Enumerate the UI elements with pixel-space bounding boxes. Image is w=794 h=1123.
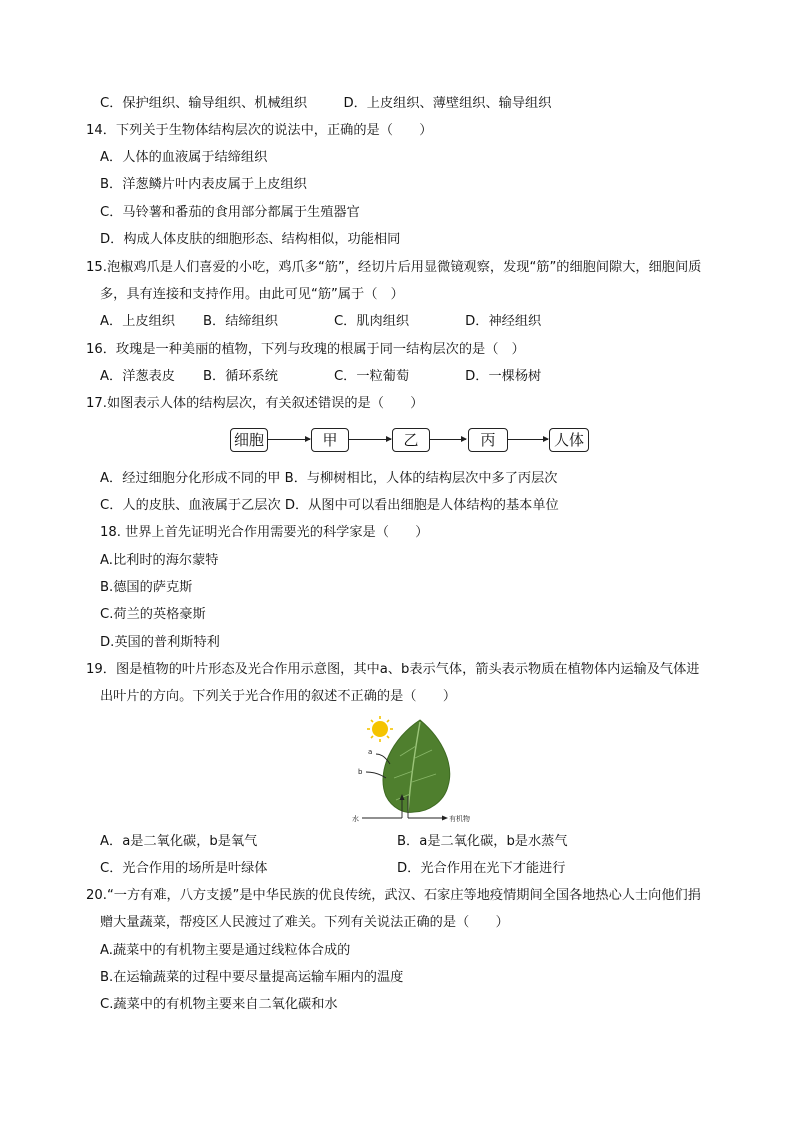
q16-options	[100, 368, 541, 386]
question-20-line1: 20.“一方有难，八方支援”是中华民族的优良传统，武汉、石家庄等地疫情期间全国各地热心人士向他们捐	[86, 888, 701, 903]
q16-option-c: C．一粒葡萄	[333, 369, 410, 384]
q17-options-cd: C．人的皮肤、血液属于乙层次 D．从图中可以看出细胞是人体结构的基本单位	[100, 498, 559, 513]
organic-matter-label: 有机物	[449, 815, 470, 823]
leaf-photosynthesis-figure	[352, 716, 484, 824]
q15-option-b: B．结缔组织	[202, 314, 278, 329]
flow-arrow	[349, 439, 391, 440]
flow-box-human: 人体	[549, 428, 589, 452]
q20-option-b: B.在运输蔬菜的过程中要尽量提高运输车厢内的温度	[100, 970, 404, 985]
question-16: 16．玫瑰是一种美丽的植物，下列与玫瑰的根属于同一结构层次的是（ ）	[86, 342, 525, 357]
q14-option-d: D．构成人体皮肤的细胞形态、结构相似，功能相同	[100, 232, 401, 247]
question-17: 17.如图表示人体的结构层次，有关叙述错误的是（ ）	[86, 396, 424, 411]
flow-arrow	[430, 439, 466, 440]
q14-option-a: A．人体的血液属于结缔组织	[100, 150, 268, 165]
water-label: 水	[352, 815, 359, 823]
gas-a-label: a	[368, 748, 373, 756]
q19-option-d: D．光合作用在光下才能进行	[397, 861, 566, 876]
flow-arrow	[268, 439, 310, 440]
q16-option-b: B．循环系统	[202, 369, 278, 384]
flow-box-cell: 细胞	[230, 428, 268, 452]
q16-option-d: D．一棵杨树	[465, 369, 542, 384]
q18-option-d: D.英国的普利斯特利	[100, 635, 220, 650]
question-19-line2: 出叶片的方向。下列关于光合作用的叙述不正确的是（ ）	[100, 689, 457, 704]
q18-option-c: C.荷兰的英格豪斯	[100, 607, 206, 622]
q17-options-ab: A．经过细胞分化形成不同的甲 B．与柳树相比，人体的结构层次中多了丙层次	[100, 471, 558, 486]
leaf-diagram	[352, 716, 484, 824]
option-c: C．保护组织、输导组织、机械组织	[100, 96, 308, 111]
option-d: D．上皮组织、薄壁组织、输导组织	[343, 96, 552, 111]
question-19-line1: 19．图是植物的叶片形态及光合作用示意图，其中a、b表示气体，箭头表示物质在植物体内运输及气体进	[86, 662, 700, 677]
q19-option-c: C．光合作用的场所是叶绿体	[100, 861, 268, 876]
q15-options	[100, 313, 541, 331]
flow-box-yi: 乙	[392, 428, 430, 452]
question-15-line1: 15.泡椒鸡爪是人们喜爱的小吃，鸡爪多“筋”，经切片后用显微镜观察，发现“筋”的细胞间隙大，细胞间质	[86, 260, 702, 275]
question-20-line2: 赠大量蔬菜，帮疫区人民渡过了难关。下列有关说法正确的是（ ）	[100, 915, 509, 930]
q15-option-c: C．肌肉组织	[333, 314, 410, 329]
flow-box-jia: 甲	[311, 428, 349, 452]
leaf-shape	[383, 720, 450, 812]
q15-option-d: D．神经组织	[465, 314, 542, 329]
q18-option-a: A.比利时的海尔蒙特	[100, 553, 219, 568]
question-14: 14．下列关于生物体结构层次的说法中，正确的是（ ）	[86, 123, 433, 138]
question-18: 18. 世界上首先证明光合作用需要光的科学家是（ ）	[100, 525, 429, 540]
q16-option-a: A．洋葱表皮	[100, 369, 175, 384]
q13-options-cd	[100, 95, 551, 113]
q15-option-a: A．上皮组织	[100, 314, 175, 329]
q20-option-c: C.蔬菜中的有机物主要来自二氧化碳和水	[100, 997, 338, 1012]
sun-icon	[367, 716, 393, 742]
question-15-line2: 多，具有连接和支持作用。由此可见“筋”属于（ ）	[100, 287, 404, 302]
q19-option-a: A．a是二氧化碳，b是氧气	[100, 834, 258, 849]
q14-option-b: B．洋葱鳞片叶内表皮属于上皮组织	[100, 177, 307, 192]
q20-option-a: A.蔬菜中的有机物主要是通过线粒体合成的	[100, 943, 351, 958]
q19-option-b: B．a是二氧化碳，b是水蒸气	[397, 834, 568, 849]
q14-option-c: C．马铃薯和番茄的食用部分都属于生殖器官	[100, 205, 360, 220]
gas-b-label: b	[358, 768, 363, 776]
q18-option-b: B.德国的萨克斯	[100, 580, 193, 595]
structure-level-flowchart	[230, 425, 590, 455]
flow-box-bing: 丙	[468, 428, 508, 452]
flow-arrow	[508, 439, 548, 440]
